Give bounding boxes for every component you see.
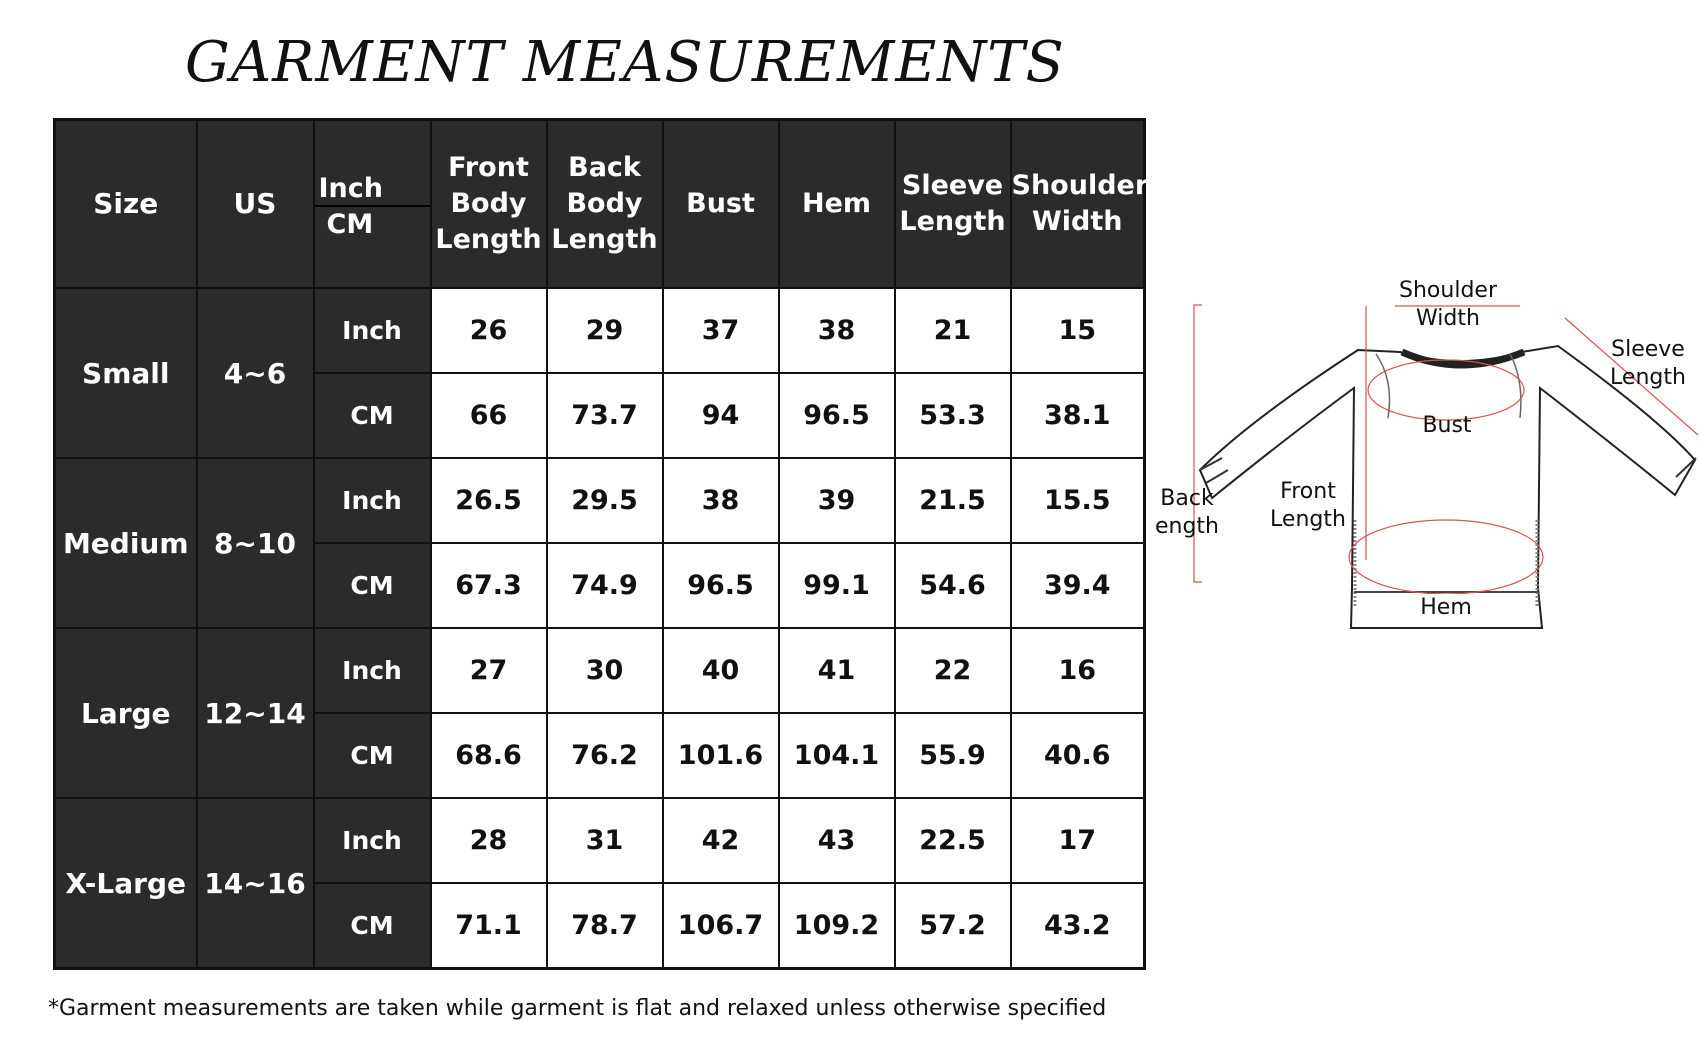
us-size: 4~6 <box>197 288 314 458</box>
unit-label: CM <box>314 883 431 969</box>
table-cell: 39 <box>779 458 895 543</box>
header-us: US <box>197 120 314 289</box>
table-cell: 30 <box>547 628 663 713</box>
table-cell: 96.5 <box>663 543 779 628</box>
table-cell: 76.2 <box>547 713 663 798</box>
table-cell: 96.5 <box>779 373 895 458</box>
table-cell: 15 <box>1011 288 1145 373</box>
table-cell: 38 <box>779 288 895 373</box>
table-cell: 94 <box>663 373 779 458</box>
us-size: 12~14 <box>197 628 314 798</box>
table-cell: 28 <box>431 798 547 883</box>
header-unit-inch: Inch <box>318 173 383 204</box>
header-sleeve-length: Sleeve Length <box>895 120 1011 289</box>
bust-label: Bust <box>1422 413 1472 438</box>
table-cell: 99.1 <box>779 543 895 628</box>
table-cell: 15.5 <box>1011 458 1145 543</box>
table-cell: 26 <box>431 288 547 373</box>
table-cell: 27 <box>431 628 547 713</box>
table-cell: 104.1 <box>779 713 895 798</box>
table-cell: 54.6 <box>895 543 1011 628</box>
footnote: *Garment measurements are taken while garment is flat and relaxed unless otherwise specified <box>48 996 1107 1021</box>
table-cell: 29 <box>547 288 663 373</box>
table-cell: 16 <box>1011 628 1145 713</box>
table-cell: 39.4 <box>1011 543 1145 628</box>
header-size: Size <box>55 120 197 289</box>
header-bust: Bust <box>663 120 779 289</box>
table-cell: 101.6 <box>663 713 779 798</box>
front-length-label: Front Length <box>1270 479 1346 532</box>
size-label: Small <box>55 288 197 458</box>
table-cell: 38 <box>663 458 779 543</box>
table-cell: 41 <box>779 628 895 713</box>
table-cell: 57.2 <box>895 883 1011 969</box>
table-cell: 21.5 <box>895 458 1011 543</box>
table-cell: 74.9 <box>547 543 663 628</box>
table-cell: 42 <box>663 798 779 883</box>
unit-label: Inch <box>314 288 431 373</box>
header-unit-cm: CM <box>326 209 374 240</box>
shoulder-width-label: Shoulder Width <box>1399 278 1497 331</box>
size-label: Large <box>55 628 197 798</box>
header-unit <box>314 120 431 289</box>
table-cell: 22 <box>895 628 1011 713</box>
sleeve-length-label: Sleeve Length <box>1610 337 1686 390</box>
page-title: GARMENT MEASUREMENTS <box>185 30 1065 95</box>
table-cell: 109.2 <box>779 883 895 969</box>
unit-label: CM <box>314 373 431 458</box>
table-cell: 55.9 <box>895 713 1011 798</box>
table-cell: 67.3 <box>431 543 547 628</box>
size-label: Medium <box>55 458 197 628</box>
table-cell: 37 <box>663 288 779 373</box>
garment-diagram <box>1140 270 1700 670</box>
size-chart-table <box>53 118 1149 970</box>
unit-label: Inch <box>314 458 431 543</box>
table-cell: 38.1 <box>1011 373 1145 458</box>
table-cell: 73.7 <box>547 373 663 458</box>
table-cell: 40.6 <box>1011 713 1145 798</box>
table-cell: 21 <box>895 288 1011 373</box>
header-row <box>55 120 1145 289</box>
table-row <box>55 628 1145 713</box>
header-hem: Hem <box>779 120 895 289</box>
table-cell: 53.3 <box>895 373 1011 458</box>
unit-label: Inch <box>314 628 431 713</box>
table-cell: 40 <box>663 628 779 713</box>
hem-label: Hem <box>1418 594 1474 622</box>
table-cell: 26.5 <box>431 458 547 543</box>
unit-label: CM <box>314 543 431 628</box>
table-cell: 17 <box>1011 798 1145 883</box>
us-size: 8~10 <box>197 458 314 628</box>
table-row <box>55 458 1145 543</box>
table-cell: 43 <box>779 798 895 883</box>
table-row <box>55 798 1145 883</box>
table-cell: 106.7 <box>663 883 779 969</box>
table-row <box>55 288 1145 373</box>
unit-label: CM <box>314 713 431 798</box>
header-back-body-length: Back Body Length <box>547 120 663 289</box>
us-size: 14~16 <box>197 798 314 969</box>
table-cell: 78.7 <box>547 883 663 969</box>
table-cell: 31 <box>547 798 663 883</box>
header-front-body-length: Front Body Length <box>431 120 547 289</box>
back-length-label: Back ength <box>1154 486 1219 539</box>
table-cell: 68.6 <box>431 713 547 798</box>
size-label: X-Large <box>55 798 197 969</box>
table-cell: 22.5 <box>895 798 1011 883</box>
table-cell: 43.2 <box>1011 883 1145 969</box>
table-cell: 29.5 <box>547 458 663 543</box>
header-shoulder-width: Shoulder Width <box>1011 120 1145 289</box>
unit-label: Inch <box>314 798 431 883</box>
table-cell: 71.1 <box>431 883 547 969</box>
table-cell: 66 <box>431 373 547 458</box>
